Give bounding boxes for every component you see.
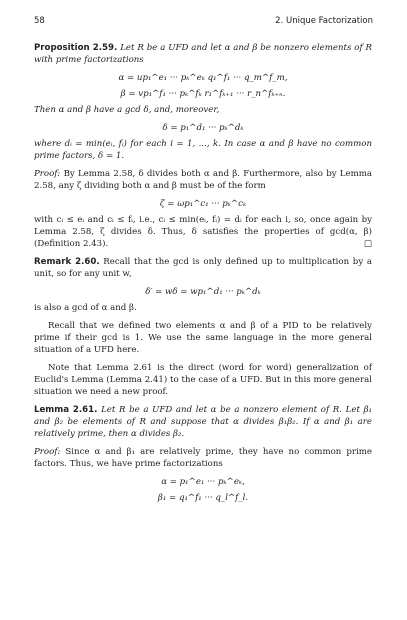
page-header bbox=[34, 16, 373, 30]
proof-2-label: Proof: bbox=[34, 447, 61, 457]
proof-2-text: Since α and β₁ are relatively prime, they have no common prime factors. Thus, we have prime factorizations bbox=[34, 447, 372, 469]
proposition-where: where dᵢ = min(eᵢ, fᵢ) for each i = 1, ..., k. In case α and β have no common prime factors, δ = 1. bbox=[34, 139, 372, 161]
proof-1-label: Proof: bbox=[34, 169, 61, 179]
proof-2 bbox=[34, 446, 372, 470]
equation-alpha: α = up₁^e₁ ··· pₖ^eₖ q₁^f₁ ··· q_m^f_m, bbox=[118, 73, 288, 83]
remark-text-2: is also a gcd of α and β. bbox=[34, 303, 137, 313]
remark bbox=[34, 256, 372, 280]
proposition-label: Proposition 2.59. bbox=[34, 43, 118, 53]
paragraph-relatively-prime: Recall that we defined two elements α and β of a PID to be relatively prime if their gcd is 1. We use the same language in the more general situation of a UFD here. bbox=[34, 321, 372, 355]
equation-delta: δ = p₁^d₁ ··· pₖ^dₖ bbox=[162, 123, 244, 133]
lemma-statement: Let R be a UFD and let α be a nonzero element of R. Let β₁ and β₂ be elements of R and suppose that α divides β₁β₂. If α and β₁ are relatively prime, then α divides β₂. bbox=[34, 405, 372, 439]
proposition-then: Then α and β have a gcd δ, and, moreover, bbox=[34, 105, 220, 115]
proof-1 bbox=[34, 168, 372, 192]
lemma-label: Lemma 2.61. bbox=[34, 405, 98, 415]
equation-zeta: ζ = ωp₁^c₁ ··· pₖ^cₖ bbox=[159, 199, 247, 209]
paragraph-euclid: Note that Lemma 2.61 is the direct (word for word) generalization of Euclid's Lemma (Lemma 2.41) to the case of a UFD. But in this more general situation we need a new proof. bbox=[34, 363, 372, 397]
equation-alpha-factorization: α = p₁^e₁ ··· pₖ^eₖ, bbox=[161, 477, 245, 487]
page-number: 58 bbox=[34, 16, 45, 26]
proposition bbox=[34, 42, 372, 66]
lemma bbox=[34, 404, 372, 440]
page-body bbox=[34, 42, 372, 508]
qed-symbol: □ bbox=[363, 239, 372, 249]
equation-beta: β = vp₁^f₁ ··· pₖ^fₖ r₁^fₖ₊₁ ··· r_n^fₖ₊ₙ. bbox=[120, 89, 286, 99]
chapter-title: 2. Unique Factorization bbox=[275, 16, 373, 26]
proof-1-text-2: with cᵢ ≤ eᵢ and cᵢ ≤ fᵢ, i.e., cᵢ ≤ min(eᵢ, fᵢ) = dᵢ for each i, so, once again by Lemma 2.58, ζ divides δ. Thus, δ satisfies the properties of gcd(α, β) (Definition 2.43). bbox=[34, 215, 372, 249]
remark-text: Recall that the gcd is only defined up to multiplication by a unit, so for any unit w, bbox=[34, 257, 372, 279]
proof-1-text: By Lemma 2.58, δ divides both α and β. Furthermore, also by Lemma 2.58, any ζ dividing both α and β must be of the form bbox=[34, 169, 372, 191]
equation-beta1-factorization: β₁ = q₁^f₁ ··· q_l^f_l. bbox=[157, 493, 249, 503]
equation-delta-prime: δ′ = wδ = wp₁^d₁ ··· pₖ^dₖ bbox=[145, 287, 261, 297]
remark-label: Remark 2.60. bbox=[34, 257, 100, 267]
proof-1-continued bbox=[34, 214, 372, 250]
proposition-statement: Let R be a UFD and let α and β be nonzero elements of R with prime factorizations bbox=[34, 43, 373, 65]
